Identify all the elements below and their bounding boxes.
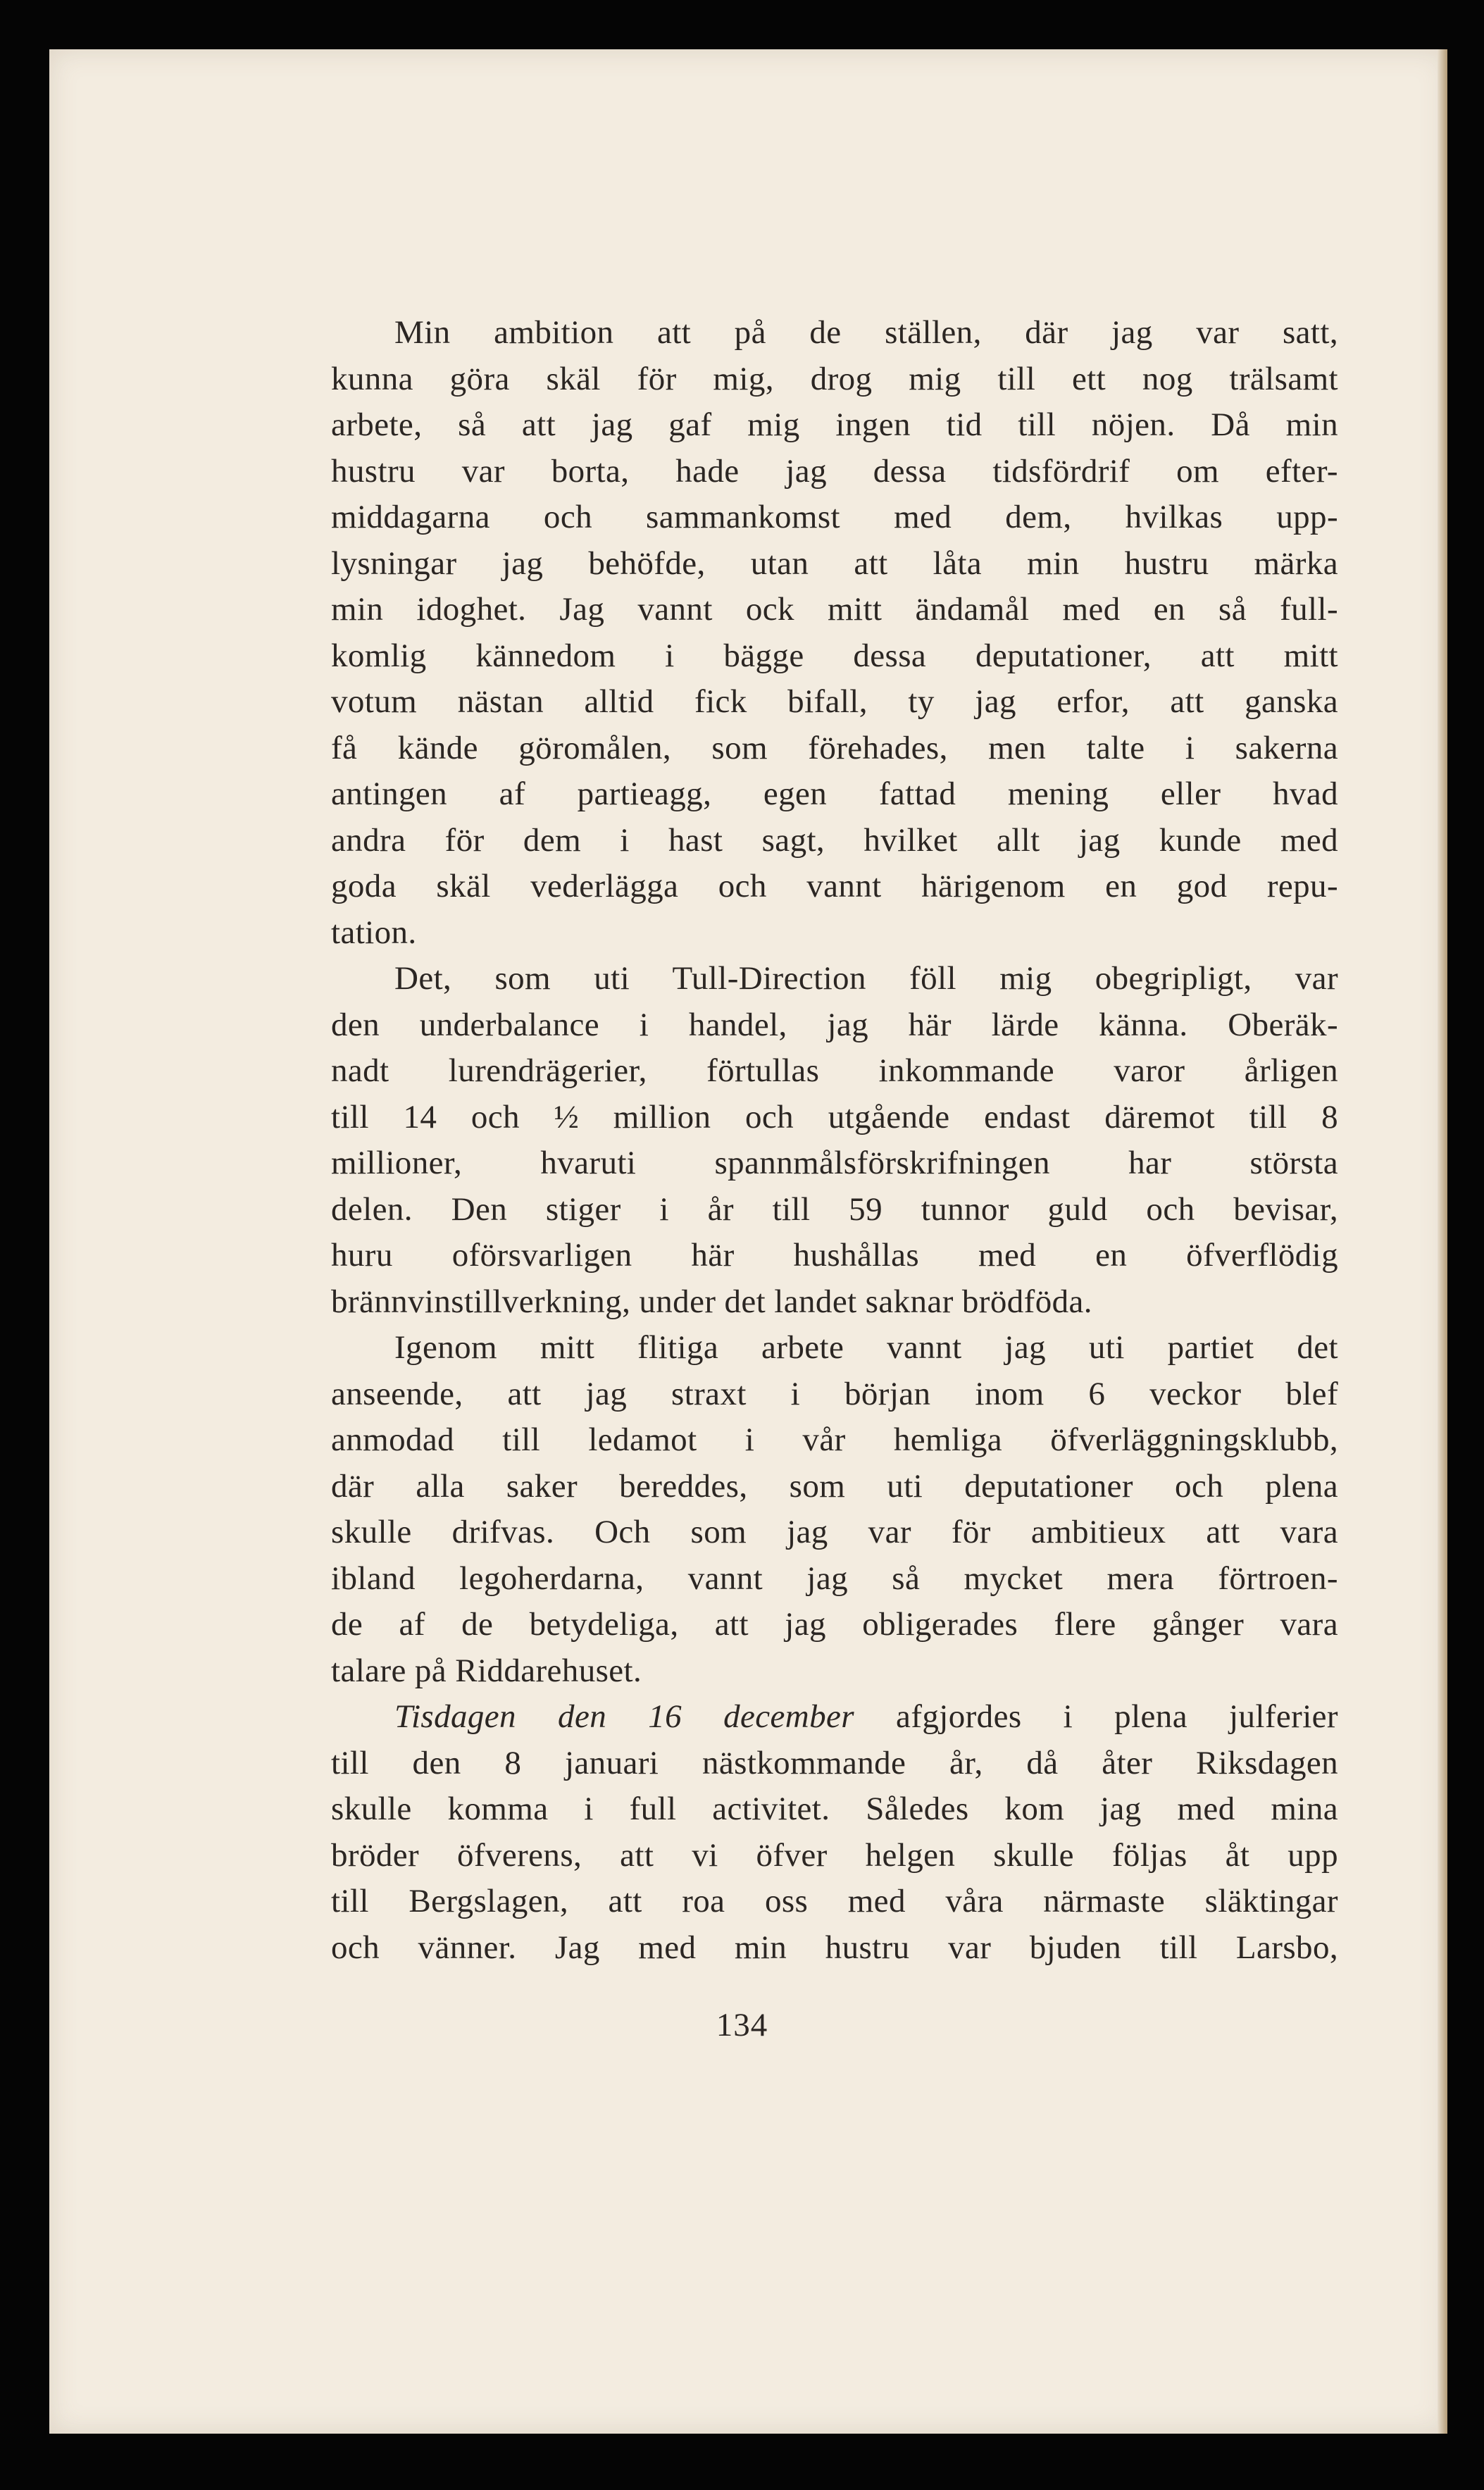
- text-line: goda skäl vederlägga och vannt härigenom en god repu-: [331, 868, 1338, 904]
- text-line: skulle drifvas. Och som jag var för ambitieux att vara: [331, 1514, 1338, 1550]
- text-line: de af de betydeliga, att jag obligerades flere gånger vara: [331, 1606, 1338, 1643]
- text-line: nadt lurendrägerier, förtullas inkommande varor årligen: [331, 1052, 1338, 1089]
- text-line: skulle komma i full activitet. Således kom jag med mina: [331, 1791, 1338, 1827]
- body-text: [331, 310, 1338, 1971]
- text-line: till 14 och ½ million och utgående endast däremot till 8: [331, 1098, 1338, 1135]
- text-line: Min ambition att på de ställen, där jag var satt,: [394, 314, 1338, 351]
- text-line: huru oförsvarligen här hushållas med en öfverflödig: [331, 1237, 1338, 1274]
- text-line: där alla saker bereddes, som uti deputationer och plena: [331, 1467, 1338, 1505]
- text-line: arbete, så att jag gaf mig ingen tid till nöjen. Då min: [331, 406, 1338, 443]
- text-line: anmodad till ledamot i vår hemliga öfverläggningsklubb,: [331, 1421, 1338, 1458]
- text-line-rest: afgjordes i plena julferier: [854, 1698, 1338, 1735]
- text-line: den underbalance i handel, jag här lärde känna. Oberäk-: [331, 1006, 1338, 1043]
- text-line: lysningar jag behöfde, utan att låta min hustru märka: [331, 544, 1338, 582]
- text-line: antingen af partieagg, egen fattad mening eller hvad: [331, 776, 1338, 812]
- text-line: votum nästan alltid fick bifall, ty jag erfor, att ganska: [331, 683, 1338, 720]
- italic-date: Tisdagen den 16 december: [394, 1698, 854, 1735]
- text-line: anseende, att jag straxt i början inom 6 veckor blef: [331, 1375, 1338, 1412]
- text-line: till Bergslagen, att roa oss med våra närmaste släktingar: [331, 1883, 1338, 1919]
- text-line: delen. Den stiger i år till 59 tunnor guld och bevisar,: [331, 1190, 1338, 1228]
- text-line: tation.: [331, 914, 417, 951]
- text-line: [331, 1694, 1338, 1741]
- text-line: få kände göromålen, som förehades, men talte i sakerna: [331, 729, 1338, 766]
- text-line: hustru var borta, hade jag dessa tidsfördrif om efter-: [331, 452, 1338, 490]
- text-line: Det, som uti Tull-Direction föll mig obegripligt, var: [394, 960, 1338, 997]
- text-line: millioner, hvaruti spannmålsförskrifningen har största: [331, 1145, 1338, 1181]
- text-line: till den 8 januari nästkommande år, då åter Riksdagen: [331, 1744, 1338, 1781]
- text-line: och vänner. Jag med min hustru var bjuden till Larsbo,: [331, 1929, 1338, 1966]
- page-right-edge: [1438, 49, 1447, 2434]
- text-line: middagarna och sammankomst med dem, hvilkas upp-: [331, 499, 1338, 535]
- text-line: min idoghet. Jag vannt ock mitt ändamål med en så full-: [331, 591, 1338, 628]
- text-line: Igenom mitt flitiga arbete vannt jag uti partiet det: [394, 1329, 1338, 1366]
- text-line: ibland legoherdarna, vannt jag så mycket mera förtroen-: [331, 1560, 1338, 1597]
- text-line: andra för dem i hast sagt, hvilket allt jag kunde med: [331, 821, 1338, 859]
- text-line: bröder öfverens, att vi öfver helgen skulle följas åt upp: [331, 1836, 1338, 1874]
- text-line: talare på Riddarehuset.: [331, 1652, 642, 1689]
- text-line: komlig kännedom i bägge dessa deputationer, att mitt: [331, 637, 1338, 674]
- page-number: 134: [716, 2007, 768, 2043]
- text-line: brännvinstillverkning, under det landet saknar brödföda.: [331, 1283, 1092, 1320]
- text-line: kunna göra skäl för mig, drog mig till ett nog trälsamt: [331, 360, 1338, 397]
